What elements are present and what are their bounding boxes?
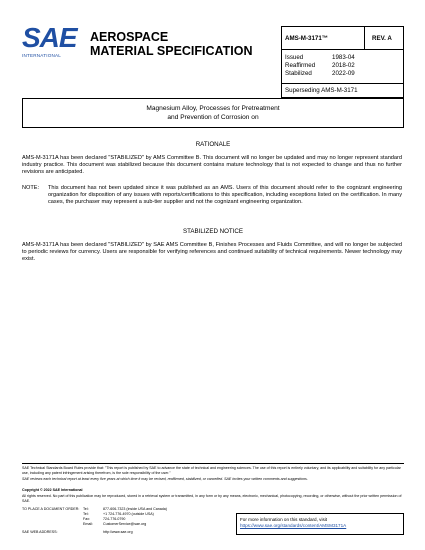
document-title-line1: Magnesium Alloy, Processes for Pretreatment <box>146 105 280 112</box>
stabilized-notice-paragraph: AMS-M-3171A has been declared "STABILIZED" by SAE AMS Committee B, Finishes Processes and Fluids Committee, and will no longer be subjected to periodic reviews for currency. Users are responsible for verifying references and continued suitability of technical requirements. Newer technology may exist. <box>22 242 402 263</box>
date-value-issued: 1983-04 <box>332 54 355 61</box>
footer-paragraph-1: SAE Technical Standards Board Rules provide that: "This report is published by SAE to advance the state of technical and engineering sciences. The use of this report is entirely voluntary, and its applicability and suitability for any particular use, including any patent infringement arising therefrom, is the sole responsibility of the user." <box>22 466 401 475</box>
header-title-line2: MATERIAL SPECIFICATION <box>90 44 253 58</box>
stabilized-notice-heading: STABILIZED NOTICE <box>182 228 244 235</box>
document-title <box>22 98 404 128</box>
rationale-heading: RATIONALE <box>195 141 231 148</box>
contact-value-tel-2[interactable]: +1 724-776-4970 (outside USA) <box>103 512 154 516</box>
superseding: Superseding AMS-M-3171 <box>285 87 358 94</box>
note-label: NOTE: <box>22 185 40 191</box>
revision: REV. A <box>372 35 392 42</box>
date-label-issued: Issued <box>285 54 304 61</box>
date-value-stabilized: 2022-09 <box>332 70 355 77</box>
date-label-stabilized: Stabilized <box>285 70 312 77</box>
contact-label-email: Email: <box>83 522 93 526</box>
footer-copyright: Copyright © 2022 SAE International <box>22 488 83 492</box>
order-label: TO PLACE A DOCUMENT ORDER: <box>22 507 80 511</box>
note-text: This document has not been updated since it was published as an AMS. Users of this document should refer to the cognizant engineering organization for disposition of any issues with reports/certifications to this specification, including exceptions listed on the certification. In many cases, the purchaser may represent a sub-tier supplier and not the cognizant engineering organization. <box>48 185 402 206</box>
contact-value-email[interactable]: CustomerService@sae.org <box>103 522 147 526</box>
footer-paragraph-2: SAE reviews each technical report at least every five years at which time it may be revised, reaffirmed, stabilized, or cancelled. SAE invites your written comments and suggestions. <box>22 477 308 481</box>
web-label: SAE WEB ADDRESS: <box>22 530 58 534</box>
spec-number: AMS-M-3171™ <box>285 35 328 42</box>
date-label-reaffirmed: Reaffirmed <box>285 62 316 69</box>
info-box <box>236 513 404 535</box>
header-table <box>281 26 404 98</box>
date-value-reaffirmed: 2018-02 <box>332 62 355 69</box>
logo-subtitle: INTERNATIONAL <box>22 53 62 58</box>
footer-paragraph-4: All rights reserved. No part of this publication may be reproduced, stored in a retrieval system or transmitted, in any form or by any means, electronic, mechanical, photocopying, recording, or otherwise, without the prior written permission of SAE. <box>22 494 402 503</box>
contact-value-tel-1[interactable]: 877-606-7323 (inside USA and Canada) <box>103 507 167 511</box>
header-title-line1: AEROSPACE <box>90 30 169 44</box>
contact-label-tel-2: Tel: <box>83 512 89 516</box>
sae-logo <box>22 24 82 68</box>
contact-value-fax[interactable]: 724-776-0790 <box>103 517 126 521</box>
footer-rule <box>22 463 404 464</box>
info-link[interactable]: https://www.sae.org/standards/content/AMSM3171A <box>240 523 347 528</box>
rationale-paragraph: AMS-M-3171A has been declared "STABILIZED" by AMS Committee B. This document will no longer be updated and may no longer represent standard industry practice. This document was stabilized because this document contains mature technology that is not expected to change and thus no further revisions are anticipated. <box>22 155 402 176</box>
header-title <box>90 30 253 58</box>
web-link[interactable]: http://www.sae.org <box>103 530 133 534</box>
document-title-line2: and Prevention of Corrosion on <box>167 113 259 121</box>
contact-label-fax: Fax: <box>83 517 90 521</box>
info-text: For more information on this standard, visit <box>240 517 328 522</box>
contact-label-tel-1: Tel: <box>83 507 89 511</box>
logo-text: SAE <box>22 22 77 53</box>
